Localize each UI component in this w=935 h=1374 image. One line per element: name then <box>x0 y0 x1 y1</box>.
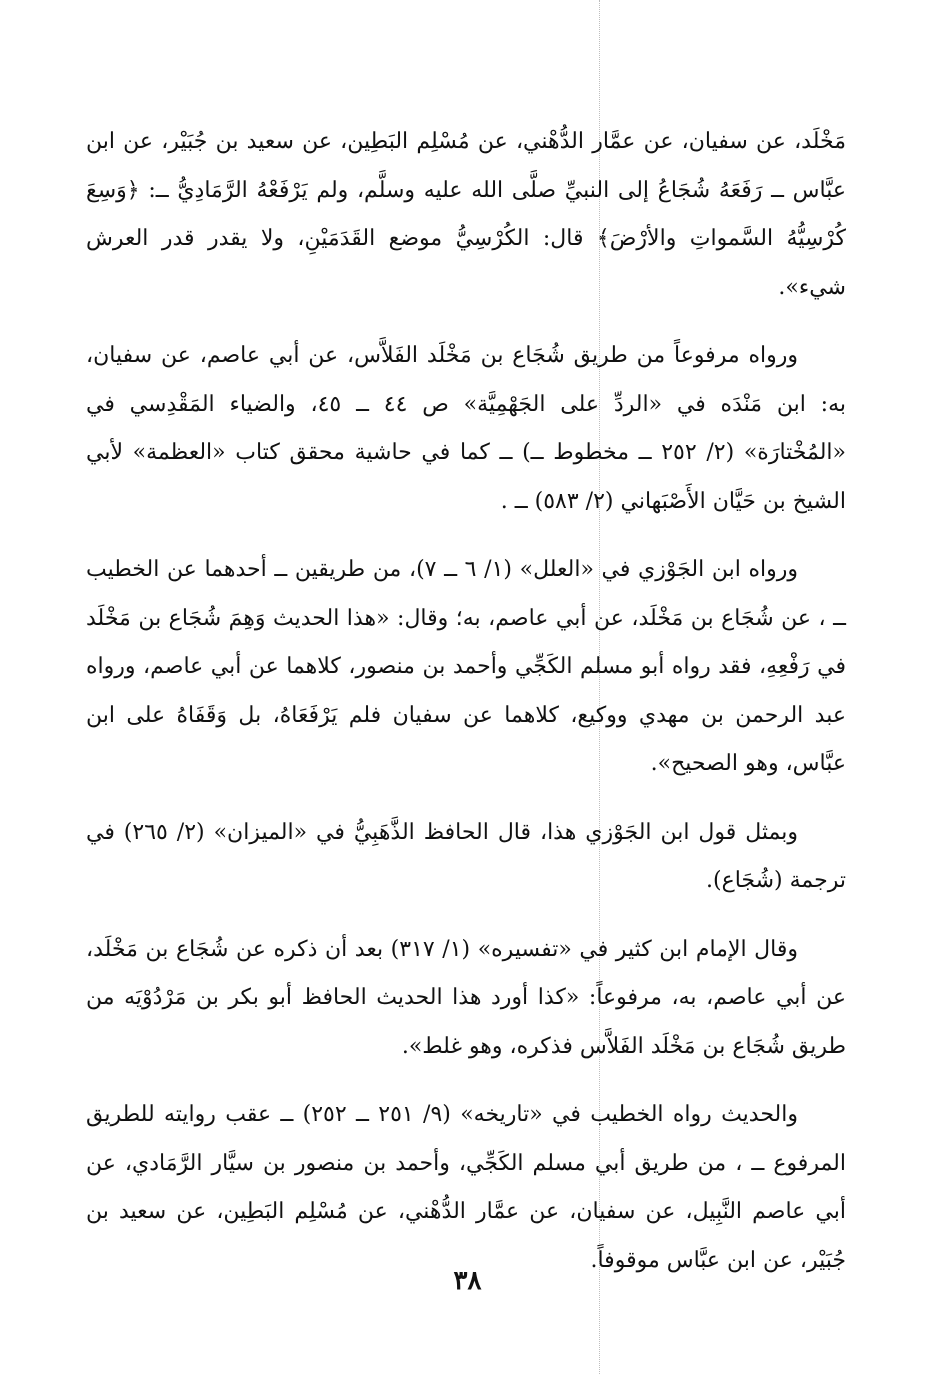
paragraph-5: وقال الإمام ابن كثير في «تفسيره» (١/ ٣١٧) بعد أن ذكره عن شُجَاع بن مَخْلَد، عن أبي عاصم، به، مرفوعاً: «كذا أورد هذا الحديث الحافظ أبو بكر بن مَرْدُوْيَه من طريق شُجَاع بن مَخْلَد الفَلاَّس فذكره، وهو غلط». <box>86 936 846 1059</box>
paragraph-6: والحديث رواه الخطيب في «تاريخه» (٩/ ٢٥١ ــ ٢٥٢) ــ عقب روايته للطريق المرفوع ــ ، من طريق أبي مسلم الكَجِّي، وأحمد بن منصور بن سيَّار الرَّمَادي، عن أبي عاصم النَّبِيل، عن سفيان، عن عمَّار الدُّهْني، عن مُسْلِم البَطِين، عن سعيد بن جُبَيْر، عن ابن عبَّاس موقوفاً. <box>86 1102 846 1273</box>
body-text <box>86 118 846 1305</box>
paragraph-1: مَخْلَد، عن سفيان، عن عمَّار الدُّهْني، عن مُسْلِم البَطِين، عن سعيد بن جُبَيْر، عن ابن عبَّاس ــ رَفَعَهُ شُجَاعُ إلى النبيِّ صلَّى الله عليه وسلَّم، ولم يَرْفَعْهُ الرَّمَادِيُّ ــ: ﴿وَسِعَ كُرْسِيُّهُ السَّمواتِ والأرْضَ﴾ قال: الكُرْسِيُّ موضع القَدَمَيْنِ، ولا يقدر قدر العرش شيء». <box>86 129 846 300</box>
page-number: ٣٨ <box>453 1266 482 1296</box>
paragraph-2: ورواه مرفوعاً من طريق شُجَاع بن مَخْلَد الفَلاَّس، عن أبي عاصم، عن سفيان، به: ابن مَنْدَه في «الردِّ على الجَهْمِيَّة» ص ٤٤ ــ ٤٥، والضياء المَقْدِسي في «المُخْتارَة» (٢/ ٢٥٢ ــ مخطوط ــ) ــ كما في حاشية محقق كتاب «العظمة» لأبي الشيخ بن حَيَّان الأَصْبَهاني (٢/ ٥٨٣) ــ . <box>86 343 846 514</box>
paragraph-3: ورواه ابن الجَوْزي في «العلل» (١/ ٦ ــ ٧)، من طريقين ــ أحدهما عن الخطيب ــ ، عن شُجَاع بن مَخْلَد، عن أبي عاصم، به؛ وقال: «هذا الحديث وَهِمَ شُجَاع بن مَخْلَد في رَفْعِهِ، فقد رواه أبو مسلم الكَجِّي وأحمد بن منصور، كلاهما عن أبي عاصم، ورواه عبد الرحمن بن مهدي ووكيع، كلاهما عن سفيان فلم يَرْفَعَاهُ، بل وَقَفَاهُ على ابن عبَّاس، وهو الصحيح». <box>86 557 846 776</box>
paragraph-4: وبمثل قول ابن الجَوْزي هذا، قال الحافظ الذَّهَبِيُّ في «الميزان» (٢/ ٢٦٥) في ترجمة (شُجَاع). <box>86 819 846 893</box>
